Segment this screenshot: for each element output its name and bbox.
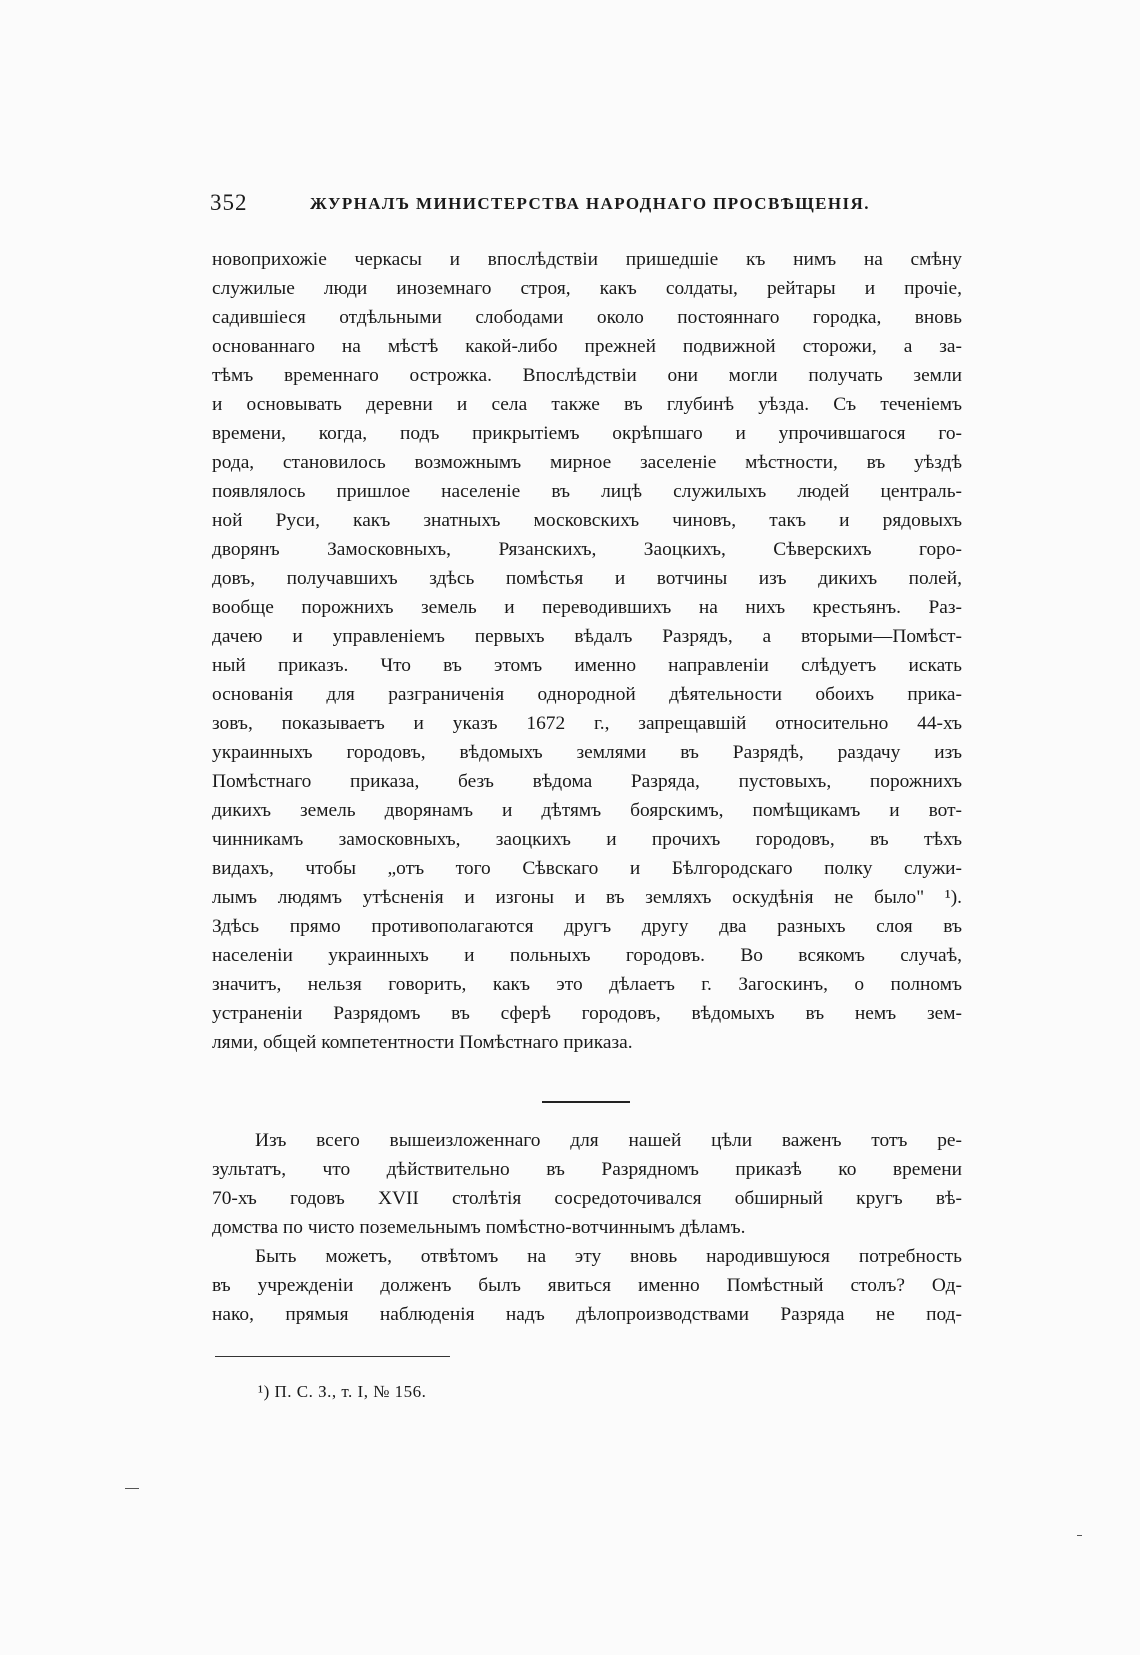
text-line: появлялось пришлое населеніе въ лицѣ служилыхъ людей централь- <box>212 481 962 502</box>
scan-mark <box>1077 1535 1082 1536</box>
text-line: ной Руси, какъ знатныхъ московскихъ чиновъ, такъ и рядовыхъ <box>212 510 962 531</box>
text-line: въ учрежденіи долженъ былъ явиться именно Помѣстный столъ? Од- <box>212 1275 962 1296</box>
text-line: дворянъ Замосковныхъ, Рязанскихъ, Заоцкихъ, Сѣверскихъ горо- <box>212 539 962 560</box>
text-line: населеніи украинныхъ и польныхъ городовъ. Во всякомъ случаѣ, <box>212 945 962 966</box>
text-line: садившіеся отдѣльными слободами около постояннаго городка, вновь <box>212 307 962 328</box>
text-line: довъ, получавшихъ здѣсь помѣстья и вотчины изъ дикихъ полей, <box>212 568 962 589</box>
footnote-rule <box>215 1356 450 1357</box>
text-line: устраненіи Разрядомъ въ сферѣ городовъ, вѣдомыхъ въ немъ зем- <box>212 1003 962 1024</box>
scan-mark <box>125 1488 139 1489</box>
text-line: ный приказъ. Что въ этомъ именно направленіи слѣдуетъ искать <box>212 655 962 676</box>
text-line: лымъ людямъ утѣсненія и изгоны и въ земляхъ оскудѣнія не было" ¹). <box>212 887 962 908</box>
text-line: дикихъ земель дворянамъ и дѣтямъ боярскимъ, помѣщикамъ и вот- <box>212 800 962 821</box>
text-line: нако, прямыя наблюденія надъ дѣлопроизводствами Разряда не под- <box>212 1304 962 1325</box>
text-line: 70-хъ годовъ XVII столѣтія сосредоточивался обширный кругъ вѣ- <box>212 1188 962 1209</box>
text-line: Изъ всего вышеизложеннаго для нашей цѣли важенъ тотъ ре- <box>255 1130 962 1151</box>
text-line: видахъ, чтобы „отъ того Сѣвскаго и Бѣлгородскаго полку служи- <box>212 858 962 879</box>
footnote: ¹) П. С. З., т. I, № 156. <box>258 1382 427 1401</box>
text-line: украинныхъ городовъ, вѣдомыхъ землями въ Разрядѣ, раздачу изъ <box>212 742 962 763</box>
text-line: основанія для разграниченія однородной дѣятельности обоихъ прика- <box>212 684 962 705</box>
text-line: рода, становилось возможнымъ мирное заселеніе мѣстности, въ уѣздѣ <box>212 452 962 473</box>
text-line: служилые люди иноземнаго строя, какъ солдаты, рейтары и прочіе, <box>212 278 962 299</box>
text-line: Здѣсь прямо противополагаются другъ другу два разныхъ слоя въ <box>212 916 962 937</box>
text-line: и основывать деревни и села также въ глубинѣ уѣзда. Съ теченіемъ <box>212 394 962 415</box>
text-line: значитъ, нельзя говорить, какъ это дѣлаетъ г. Загоскинъ, о полномъ <box>212 974 962 995</box>
text-line: новоприхожіе черкасы и впослѣдствіи пришедшіе къ нимъ на смѣну <box>212 249 962 270</box>
paragraph-conclusion <box>212 1126 962 1329</box>
page-header <box>210 190 970 224</box>
text-line: дачею и управленіемъ первыхъ вѣдалъ Разрядъ, а вторыми—Помѣст- <box>212 626 962 647</box>
running-title: ЖУРНАЛЪ МИНИСТЕРСТВА НАРОДНАГО ПРОСВѢЩЕНІЯ. <box>310 194 870 213</box>
text-line: зовъ, показываетъ и указъ 1672 г., запрещавшій относительно 44-хъ <box>212 713 962 734</box>
text-line: Помѣстнаго приказа, безъ вѣдома Разряда, пустовыхъ, порожнихъ <box>212 771 962 792</box>
section-divider <box>542 1101 630 1103</box>
text-line: домства по чисто поземельнымъ помѣстно-вотчиннымъ дѣламъ. <box>212 1217 746 1238</box>
text-line: времени, когда, подъ прикрытіемъ окрѣпшаго и упрочившагося го- <box>212 423 962 444</box>
text-line: основаннаго на мѣстѣ какой-либо прежней подвижной сторожи, а за- <box>212 336 962 357</box>
text-line: тѣмъ временнаго острожка. Впослѣдствіи они могли получать земли <box>212 365 962 386</box>
text-line: чинникамъ замосковныхъ, заоцкихъ и прочихъ городовъ, въ тѣхъ <box>212 829 962 850</box>
text-line: Быть можетъ, отвѣтомъ на эту вновь народившуюся потребность <box>255 1246 962 1267</box>
text-line: лями, общей компетентности Помѣстнаго приказа. <box>212 1032 633 1053</box>
text-line: вообще порожнихъ земель и переводившихъ на нихъ крестьянъ. Раз- <box>212 597 962 618</box>
page-number: 352 <box>210 190 248 215</box>
paragraph-main <box>212 245 962 1057</box>
text-line: зультатъ, что дѣйствительно въ Разрядномъ приказѣ ко времени <box>212 1159 962 1180</box>
